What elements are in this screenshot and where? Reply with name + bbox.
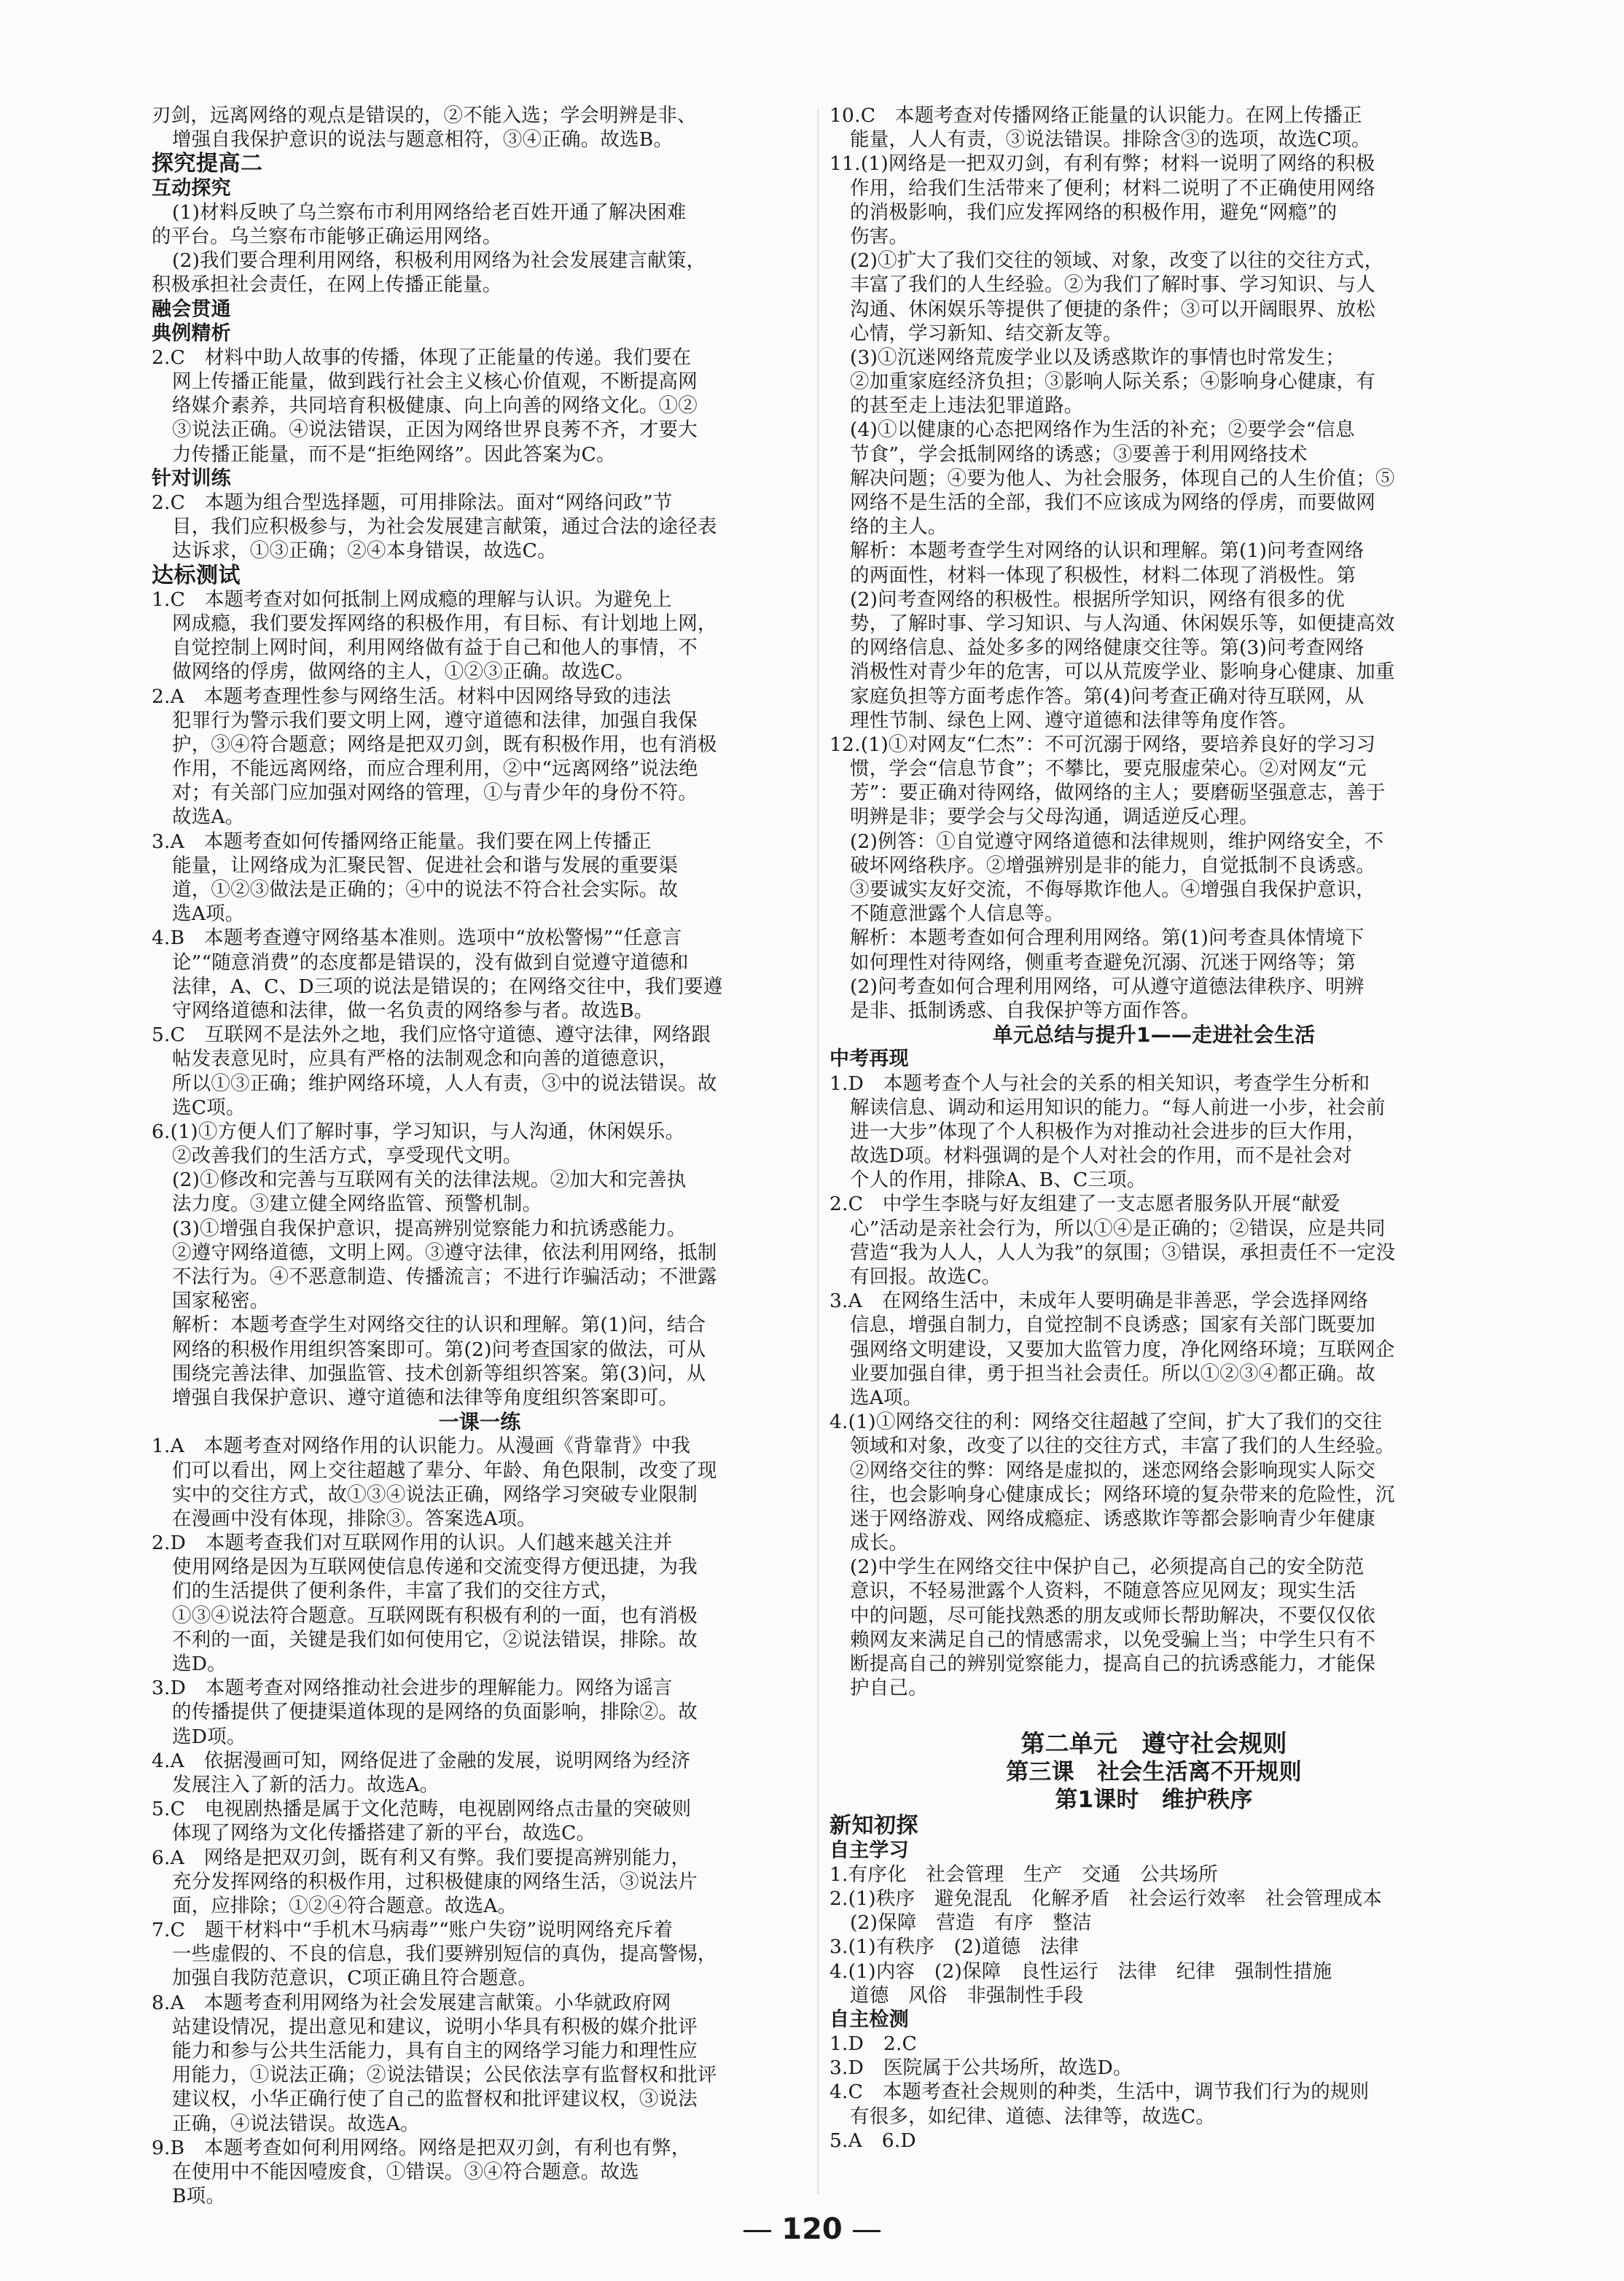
text-line: (2)保障 营造 有序 整洁 bbox=[850, 1911, 1092, 1935]
text-line: 1.C 本题考查对如何抵制上网成瘾的理解与认识。为避免上 bbox=[152, 588, 672, 611]
spacer bbox=[829, 1700, 1478, 1729]
page-number-dash-left bbox=[743, 2230, 771, 2232]
text-line: 意识，不轻易泄露个人资料，不随意答应见网友；现实生活 bbox=[850, 1580, 1356, 1603]
text-line: 故选D项。材料强调的是个人对社会的作用，而不是社会对 bbox=[850, 1145, 1352, 1168]
section-heading: 融会贯通 bbox=[152, 297, 231, 321]
text-line: 守网络道德和法律，做一名负责的网络参与者。故选B。 bbox=[172, 999, 654, 1022]
text-line: 业要加强自律，勇于担当社会责任。所以①②③④都正确。故 bbox=[850, 1362, 1375, 1385]
text-line: 心”活动是亲社会行为，所以①④是正确的；②错误，应是共同 bbox=[850, 1217, 1386, 1240]
text-line: 解读信息、调动和运用知识的能力。“每人前进一小步，社会前 bbox=[850, 1096, 1386, 1119]
text-line: 选D。 bbox=[172, 1653, 227, 1675]
section-heading: 针对训练 bbox=[152, 467, 231, 490]
text-line: 11.(1)网络是一把双刃剑，有利有弊；材料一说明了网络的积极 bbox=[829, 152, 1375, 176]
text-line: 12.(1)①对网友“仁杰”：不可沉溺于网络，要培养良好的学习习 bbox=[829, 733, 1376, 756]
text-line: 护自己。 bbox=[850, 1677, 928, 1700]
text-line: 所以①③正确；维护网络环境，人人有责，③中的说法错误。故 bbox=[172, 1072, 717, 1095]
text-line: 选C项。 bbox=[172, 1096, 246, 1119]
text-line: 芳”：要正确对待网络，做网络的主人；要磨砺坚强意志，善于 bbox=[850, 781, 1386, 805]
text-line: 在使用中不能因噎废食，①错误。③④符合题意。故选 bbox=[172, 2160, 639, 2183]
text-line: 沟通、休闲娱乐等提供了便捷的条件；③可以开阔眼界、放松 bbox=[850, 297, 1375, 321]
text-line: 6.(1)①方便人们了解时事，学习知识，与人沟通，休闲娱乐。 bbox=[152, 1120, 685, 1143]
text-line: 护，③④符合题意；网络是把双刃剑，既有积极作用，也有消极 bbox=[172, 733, 717, 756]
text-line: 网成瘾，我们要发挥网络的积极作用，有目标、有计划地上网， bbox=[172, 612, 717, 635]
text-line: 用能力，①说法正确；②说法错误；公民依法享有监督权和批评 bbox=[172, 2064, 717, 2087]
text-line: 充分发挥网络的积极作用，过积极健康的网络生活，③说法片 bbox=[172, 1870, 698, 1893]
section-heading: 互动探究 bbox=[152, 176, 231, 200]
text-line: 7.C 题干材料中“手机木马病毒”“账户失窃”说明网络充斥着 bbox=[152, 1919, 674, 1942]
text-line: 2.A 本题考查理性参与网络生活。材料中因网络导致的违法 bbox=[152, 685, 671, 708]
text-line: ②网络交往的弊：网络是虚拟的，迷恋网络会影响现实人际交 bbox=[850, 1459, 1375, 1482]
text-line: ②改善我们的生活方式，享受现代文明。 bbox=[172, 1145, 523, 1168]
text-line: 营造“我为人人，人人为我”的氛围；③错误，承担责任不一定没 bbox=[850, 1241, 1396, 1264]
text-line: 3.D 本题考查对网络推动社会进步的理解能力。网络为谣言 bbox=[152, 1677, 673, 1700]
chapter-title: 一课一练 bbox=[438, 1410, 521, 1435]
page-number-text: 120 bbox=[781, 2212, 843, 2246]
text-line: 3.D 医院属于公共场所，故选D。 bbox=[829, 2056, 1133, 2080]
text-line: 心情，学习新知、结交新友等。 bbox=[850, 321, 1123, 345]
text-line: 络媒介素养，共同培育积极健康、向上向善的网络文化。①② bbox=[172, 394, 698, 418]
text-line: 的两面性，材料一体现了积极性，材料二体现了消极性。第 bbox=[850, 564, 1356, 587]
text-line: 1.D 本题考查个人与社会的关系的相关知识，考查学生分析和 bbox=[829, 1072, 1370, 1095]
text-line: 2.C 中学生李晓与好友组建了一支志愿者服务队开展“献爱 bbox=[829, 1193, 1340, 1216]
text-line: 破坏网络秩序。②增强辨别是非的能力，自觉抵制不良诱惑。 bbox=[850, 854, 1375, 877]
column-divider bbox=[818, 109, 819, 2194]
text-line: 做网络的俘虏，做网络的主人，①②③正确。故选C。 bbox=[172, 660, 635, 684]
text-line: 不随意泄露个人信息等。 bbox=[850, 902, 1064, 926]
text-line: 作用，给我们生活带来了便利；材料二说明了不正确使用网络 bbox=[850, 176, 1375, 200]
text-line: 的消极影响，我们应发挥网络的积极作用，避免“网瘾”的 bbox=[850, 200, 1338, 224]
section-heading: 探究提高二 bbox=[152, 152, 263, 176]
text-line: 网上传播正能量，做到践行社会主义核心价值观，不断提高网 bbox=[172, 370, 698, 394]
text-line: 对；有关部门应加强对网络的管理，①与青少年的身份不符。 bbox=[172, 781, 698, 805]
text-line: 1.D 2.C bbox=[829, 2032, 917, 2056]
text-line: ②加重家庭经济负担；③影响人际关系；④影响身心健康，有 bbox=[850, 370, 1375, 394]
text-line: 建议权，小华正确行使了自己的监督权和批评建议权，③说法 bbox=[172, 2088, 698, 2111]
text-line: ①③④说法符合题意。互联网既有积极有利的一面，也有消极 bbox=[172, 1604, 698, 1627]
text-line: 一些虚假的、不良的信息，我们要辨别短信的真伪，提高警惕， bbox=[172, 1943, 717, 1966]
text-line: 的传播提供了便捷渠道体现的是网络的负面影响，排除②。故 bbox=[172, 1701, 698, 1724]
text-line: 3.(1)有秩序 (2)道德 法律 bbox=[829, 1935, 1080, 1959]
text-line: 强网络文明建设，又要加大监管力度，净化网络环境；互联网企 bbox=[850, 1338, 1395, 1361]
text-line: 有很多，如纪律、道德、法律等，故选C。 bbox=[850, 2105, 1216, 2128]
chapter-title: 第1课时 维护秩序 bbox=[1055, 1787, 1253, 1814]
section-heading: 典例精析 bbox=[152, 321, 231, 345]
text-line: 9.B 本题考查如何利用网络。网络是把双刃剑，有利也有弊， bbox=[152, 2136, 691, 2159]
text-line: 8.A 本题考查利用网络为社会发展建言献策。小华就政府网 bbox=[152, 1991, 671, 2014]
text-line: 的甚至走上违法犯罪道路。 bbox=[850, 394, 1084, 418]
text-line: 10.C 本题考查对传播网络正能量的认识能力。在网上传播正 bbox=[829, 104, 1362, 127]
text-line: 不利的一面，关键是我们如何使用它，②说法错误，排除。故 bbox=[172, 1628, 698, 1651]
text-line: 解析：本题考查学生对网络的认识和理解。第(1)问考查网络 bbox=[850, 539, 1365, 563]
text-line: 们的生活提供了便利条件，丰富了我们的交往方式， bbox=[172, 1580, 620, 1603]
text-line: (2)①扩大了我们交往的领域、对象，改变了以往的交往方式， bbox=[850, 249, 1384, 273]
text-line: ③要诚实友好交流，不侮辱欺诈他人。④增强自我保护意识， bbox=[850, 878, 1375, 901]
text-line: (2)问考查如何合理利用网络，可从遵守道德法律秩序、明辨 bbox=[850, 975, 1365, 998]
text-line: ③说法正确。④说法错误，正因为网络世界良莠不齐，才要大 bbox=[172, 418, 698, 442]
section-heading: 中考再现 bbox=[829, 1048, 909, 1071]
text-line: 解析：本题考查学生对网络交往的认识和理解。第(1)问，结合 bbox=[172, 1314, 706, 1337]
text-line: 的平台。乌兰察布市能够正确运用网络。 bbox=[152, 225, 502, 248]
text-line: 围绕完善法律、加强监管、技术创新等组织答案。第(3)问，从 bbox=[172, 1362, 706, 1385]
text-line: 选D项。 bbox=[172, 1725, 246, 1748]
text-line: 5.A 6.D bbox=[829, 2129, 916, 2152]
text-line: 2.C 材料中助人故事的传播，体现了正能量的传递。我们要在 bbox=[152, 346, 692, 369]
section-heading: 达标测试 bbox=[152, 563, 241, 588]
text-line: 有回报。故选C。 bbox=[850, 1266, 1002, 1288]
text-line: 2.(1)秩序 避免混乱 化解矛盾 社会运行效率 社会管理成本 bbox=[829, 1887, 1383, 1910]
text-line: 迷于网络游戏、网络成瘾症、诱惑欺诈等都会影响青少年健康 bbox=[850, 1507, 1375, 1530]
text-line: 5.C 互联网不是法外之地，我们应恪守道德、遵守法律，网络跟 bbox=[152, 1023, 711, 1047]
text-line: 6.A 网络是把双刃剑，既有利又有弊。我们要提高辨别能力， bbox=[152, 1846, 691, 1869]
text-line: 达诉求，①③正确；②④本身错误，故选C。 bbox=[172, 539, 557, 563]
text-line: 解决问题；④要为他人、为社会服务，体现自己的人生价值；⑤ bbox=[850, 467, 1395, 490]
text-line: 实中的交往方式，故①③④说法正确，网络学习突破专业限制 bbox=[172, 1483, 698, 1506]
text-line: 如何理性对待网络，侧重考查避免沉溺、沉迷于网络等；第 bbox=[850, 951, 1356, 974]
text-line: 网络的积极作用组织答案即可。第(2)问考查国家的做法，可从 bbox=[172, 1338, 706, 1361]
text-line: (3)①沉迷网络荒废学业以及诱惑欺诈的事情也时常发生； bbox=[850, 346, 1345, 369]
text-line: 丰富了我们的人生经验。②为我们了解时事、学习知识、与人 bbox=[850, 273, 1375, 297]
text-line: 故选A。 bbox=[172, 806, 245, 829]
text-line: 使用网络是因为互联网使信息传递和交流变得方便迅捷，为我 bbox=[172, 1556, 698, 1579]
text-line: (2)中学生在网络交往中保护自己，必须提高自己的安全防范 bbox=[850, 1556, 1365, 1579]
text-line: 1.A 本题考查对网络作用的认识能力。从漫画《背靠背》中我 bbox=[152, 1435, 691, 1458]
text-line: 信息，增强自制力，自觉控制不良诱惑；国家有关部门既要加 bbox=[850, 1314, 1375, 1337]
text-line: 不法行为。④不恶意制造、传播流言；不进行诈骗活动；不泄露 bbox=[172, 1266, 717, 1288]
text-line: 家庭负担等方面考虑作答。第(4)问考查正确对待互联网，从 bbox=[850, 685, 1365, 708]
text-line: 站建设情况，提出意见和建议，说明小华具有积极的媒介批评 bbox=[172, 2015, 698, 2038]
text-line: 3.A 在网络生活中，未成年人要明确是非善恶，学会选择网络 bbox=[829, 1290, 1369, 1313]
text-line: 力传播正能量，而不是“拒绝网络”。因此答案为C。 bbox=[172, 442, 616, 466]
text-line: 犯罪行为警示我们要文明上网，遵守道德和法律，加强自我保 bbox=[172, 709, 698, 732]
section-heading: 新知初探 bbox=[829, 1814, 918, 1839]
chapter-title: 单元总结与提升1——走进社会生活 bbox=[992, 1023, 1316, 1048]
text-line: 正确，④说法错误。故选A。 bbox=[172, 2112, 420, 2135]
text-line: 增强自我保护意识、遵守道德和法律等角度组织答案即可。 bbox=[172, 1386, 679, 1409]
text-line: 中的问题，尽可能找熟悉的朋友或师长帮助解决，不要仅仅依 bbox=[850, 1604, 1375, 1627]
left-column bbox=[152, 104, 808, 2208]
text-line: 刃剑，远离网络的观点是错误的，②不能入选；学会明辨是非、 bbox=[152, 104, 697, 127]
text-line: 法律，A、C、D三项的说法是错误的；在网络交往中，我们要遵 bbox=[172, 975, 723, 998]
text-line: (2)①修改和完善与互联网有关的法律法规。②加大和完善执 bbox=[172, 1169, 687, 1192]
text-line: 3.A 本题考查如何传播网络正能量。我们要在网上传播正 bbox=[152, 830, 652, 853]
text-line: 络的主人。 bbox=[850, 515, 948, 539]
text-line: 是非、抵制诱惑、自我保护等方面作答。 bbox=[850, 999, 1201, 1022]
text-line: 法力度。③建立健全网络监管、预警机制。 bbox=[172, 1193, 542, 1216]
text-line: 能量，人人有责，③说法错误。排除含③的选项，故选C项。 bbox=[850, 128, 1371, 152]
text-line: 惯，学会“信息节食”；不攀比，要克服虚荣心。②对网友“元 bbox=[850, 757, 1367, 781]
text-line: B项。 bbox=[172, 2185, 226, 2208]
text-line: 势，了解时事、学习知识、与人沟通、休闲娱乐等，如便捷高效 bbox=[850, 612, 1395, 635]
text-line: 1.有序化 社会管理 生产 交通 公共场所 bbox=[829, 1863, 1218, 1886]
text-line: 4.C 本题考查社会规则的种类，生活中，调节我们行为的规则 bbox=[829, 2081, 1370, 2104]
text-line: 面，应排除；①②④符合题意。故选A。 bbox=[172, 1894, 518, 1917]
text-line: 消极性对青少年的危害，可以从荒废学业、影响身心健康、加重 bbox=[850, 660, 1395, 684]
text-line: 成长。 bbox=[850, 1532, 909, 1555]
text-line: 选A项。 bbox=[850, 1386, 923, 1409]
page-number bbox=[0, 2212, 1624, 2246]
text-line: (3)①增强自我保护意识，提高辨别觉察能力和抗诱惑能力。 bbox=[172, 1217, 687, 1240]
text-line: (2)我们要合理利用网络，积极利用网络为社会发展建言献策， bbox=[172, 249, 706, 273]
text-line: 在漫画中没有体现，排除③。答案选A项。 bbox=[172, 1507, 536, 1530]
text-line: 4.B 本题考查遵守网络基本准则。选项中“放松警惕”“任意言 bbox=[152, 927, 682, 950]
text-line: 节食”，学会抵制网络的诱惑；③要善于利用网络技术 bbox=[850, 442, 1308, 466]
text-line: (1)材料反映了乌兰察布市利用网络给老百姓开通了解决困难 bbox=[172, 200, 687, 224]
chapter-title: 第二单元 遵守社会规则 bbox=[1020, 1729, 1287, 1758]
text-line: 2.C 本题为组合型选择题，可用排除法。面对“网络问政”节 bbox=[152, 491, 673, 514]
text-line: 理性节制、绿色上网、遵守道德和法律等角度作答。 bbox=[850, 709, 1298, 732]
text-line: 道德 风俗 非强制性手段 bbox=[850, 1984, 1084, 2007]
text-line: (2)例答：①自觉遵守网络道德和法律规则，维护网络安全，不 bbox=[850, 830, 1384, 853]
text-line: 伤害。 bbox=[850, 225, 909, 248]
text-line: 能力和参与公共生活能力，具有自主的网络学习能力和理性应 bbox=[172, 2040, 698, 2062]
text-line: 目，我们应积极参与，为社会发展建言献策，通过合法的途径表 bbox=[172, 515, 717, 539]
text-line: 网络不是生活的全部，我们不应该成为网络的俘虏，而要做网 bbox=[850, 491, 1375, 514]
page-number-dash-right bbox=[853, 2230, 881, 2232]
text-line: 4.(1)①网络交往的利：网络交往超越了空间，扩大了我们的交往 bbox=[829, 1411, 1383, 1434]
text-line: (4)①以健康的心态把网络作为生活的补充；②要学会“信息 bbox=[850, 418, 1355, 442]
text-line: 发展注入了新的活力。故选A。 bbox=[172, 1773, 440, 1796]
text-line: 选A项。 bbox=[172, 902, 245, 926]
text-line: 往，也会影响身心健康成长；网络环境的复杂带来的危险性，沉 bbox=[850, 1483, 1395, 1506]
text-line: 自觉控制上网时间，利用网络做有益于自己和他人的事情，不 bbox=[172, 636, 698, 660]
text-line: ②遵守网络道德，文明上网。③遵守法律，依法利用网络，抵制 bbox=[172, 1241, 717, 1264]
text-line: 明辨是非；要学会与父母沟通，调适逆反心理。 bbox=[850, 806, 1259, 829]
section-heading: 自主学习 bbox=[829, 1839, 909, 1862]
text-line: 国家秘密。 bbox=[172, 1290, 270, 1313]
text-line: 4.(1)内容 (2)保障 良性运行 法律 纪律 强制性措施 bbox=[829, 1960, 1332, 1983]
text-line: 个人的作用，排除A、B、C三项。 bbox=[850, 1169, 1147, 1192]
right-column bbox=[829, 104, 1478, 2153]
text-line: 作用，不能远离网络，而应合理利用，②中“远离网络”说法绝 bbox=[172, 757, 698, 781]
text-line: 进一大步”体现了个人积极作为对推动社会进步的巨大作用， bbox=[850, 1120, 1366, 1143]
text-line: 能量，让网络成为汇聚民智、促进社会和谐与发展的重要渠 bbox=[172, 854, 679, 877]
text-line: 2.D 本题考查我们对互联网作用的认识。人们越来越关注并 bbox=[152, 1532, 673, 1555]
text-line: 赖网友来满足自己的情感需求，以免受骗上当；中学生只有不 bbox=[850, 1628, 1375, 1651]
text-line: 帖发表意见时，应具有严格的法制观念和向善的道德意识， bbox=[172, 1048, 679, 1071]
text-line: 积极承担社会责任，在网上传播正能量。 bbox=[152, 273, 502, 297]
text-line: (2)问考查网络的积极性。根据所学知识，网络有很多的优 bbox=[850, 588, 1345, 611]
text-line: 5.C 电视剧热播是属于文化范畴，电视剧网络点击量的突破则 bbox=[152, 1798, 692, 1821]
text-line: 断提高自己的辨别觉察能力，提高自己的抗诱惑能力，才能保 bbox=[850, 1653, 1375, 1675]
text-line: 领域和对象，改变了以往的交往方式，丰富了我们的人生经验。 bbox=[850, 1435, 1395, 1458]
text-line: 的网络信息、益处多多的网络健康交往等。第(3)问考查网络 bbox=[850, 636, 1365, 660]
text-line: 增强自我保护意识的说法与题意相符，③④正确。故选B。 bbox=[172, 128, 674, 152]
chapter-title: 第三课 社会生活离不开规则 bbox=[1006, 1759, 1302, 1786]
text-line: 论”“随意消费”的态度都是错误的，没有做到自觉遵守道德和 bbox=[172, 951, 689, 974]
text-line: 加强自我防范意识，C项正确且符合题意。 bbox=[172, 1967, 538, 1990]
text-line: 们可以看出，网上交往超越了辈分、年龄、角色限制，改变了现 bbox=[172, 1459, 717, 1482]
text-line: 体现了网络为文化传播搭建了新的平台，故选C。 bbox=[172, 1822, 596, 1845]
text-line: 道，①②③做法是正确的；④中的说法不符合社会实际。故 bbox=[172, 878, 679, 901]
text-line: 4.A 依据漫画可知，网络促进了金融的发展，说明网络为经济 bbox=[152, 1749, 691, 1772]
text-line: 解析：本题考查如何合理利用网络。第(1)问考查具体情境下 bbox=[850, 927, 1365, 950]
section-heading: 自主检测 bbox=[829, 2008, 909, 2031]
